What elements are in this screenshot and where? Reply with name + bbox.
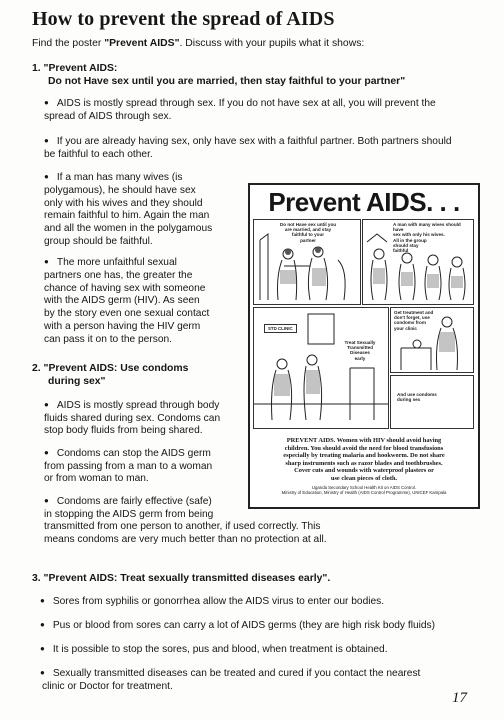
section3-bullet-1	[40, 596, 490, 609]
text-line: Sexually transmitted diseases can be treated and cured if you contact the nearest	[52, 668, 421, 679]
caption-line: A man with many wives should have	[393, 222, 461, 233]
bullet-icon	[44, 448, 57, 459]
caption-line: especially by treating malaria and hookworm. Do not share	[283, 452, 445, 460]
bullet-icon	[40, 596, 53, 607]
credit-line: Uganda Secondary School Health Kit on AIDS Control.	[311, 484, 417, 490]
poster-bottom-caption	[258, 437, 470, 495]
text-line: spread of AIDS through sex.	[44, 110, 172, 122]
caption-line: Cover cuts and wounds with waterproof plasters or	[294, 467, 434, 475]
bullet-icon	[44, 257, 57, 268]
poster-title: Prevent AIDS. . .	[268, 187, 460, 217]
bullet-icon	[44, 172, 57, 183]
caption-line: children. You should avoid the need for blood transfusions	[284, 444, 444, 452]
text-line: be faithful to each other.	[44, 148, 153, 160]
caption-line: don't forget, use	[394, 315, 430, 321]
section2-heading-line1: 2. "Prevent AIDS: Use condoms	[32, 363, 189, 374]
caption-line: Transmitted	[346, 345, 374, 351]
text-line: clinic or Doctor for treatment.	[42, 680, 173, 692]
section3-bullet-4	[40, 668, 490, 693]
section1-paragraph-3	[44, 172, 244, 249]
caption-line: faithful	[393, 248, 409, 254]
treatment-illustration	[391, 308, 473, 372]
text-line: AIDS is mostly spread through body	[56, 400, 220, 411]
section1-heading	[32, 62, 405, 88]
caption-line: partner	[300, 237, 316, 243]
clinic-illustration	[254, 308, 388, 428]
credit-line: Ministry of Education, Ministry of Health (AIDS Control Programme), UNICEF Kampala	[281, 489, 447, 495]
intro-line	[32, 38, 364, 49]
bullet-icon	[44, 98, 57, 109]
bullet-icon	[40, 644, 53, 655]
text-line: Pus or blood from sores can carry a lot of AIDS germs (they are high risk body fluids)	[52, 620, 436, 631]
caption-line: All in the group	[393, 237, 427, 243]
poster-panel-treatment	[390, 307, 474, 373]
text-line: Condoms can stop the AIDS germ	[56, 448, 211, 459]
text-line: means condoms are very much better than no protection at all.	[44, 533, 327, 545]
section1-paragraph-2	[44, 136, 488, 161]
couple-illustration	[254, 220, 360, 304]
text-line: transmitted from one person to another, if used correctly. This	[44, 521, 321, 533]
poster-credit	[258, 485, 470, 495]
caption-line: faithful to your	[291, 232, 325, 238]
text-line: group should be faithful.	[44, 235, 153, 247]
section1-heading-line1: 1. "Prevent AIDS:	[32, 63, 118, 74]
caption-line: should stay	[393, 242, 419, 248]
poster-panel-condoms	[390, 375, 474, 429]
page-number: 17	[452, 690, 467, 706]
text-line: with a person having the HIV germ	[44, 320, 201, 332]
family-illustration	[363, 220, 473, 304]
intro-text-end: . Discuss with your pupils what it shows:	[179, 38, 365, 49]
caption-line: Get treatment and	[394, 310, 434, 315]
text-line: and all the women in the polygamous	[44, 223, 213, 235]
caption-line: Diseases	[350, 350, 370, 356]
text-line: partners one has, the greater the	[44, 269, 193, 281]
text-line: If you are already having sex, only have sex with a faithful partner. Both partners should	[56, 136, 452, 147]
text-line: in stopping the AIDS germ from being	[44, 508, 214, 520]
poster-panel-couple	[253, 219, 361, 305]
caption-line: condoms from	[394, 320, 426, 326]
bullet-icon	[44, 496, 57, 507]
text-line: only with his wives and they should	[44, 197, 203, 209]
section2-paragraph-1	[44, 400, 249, 438]
text-line: remain faithful to him. Again the man	[44, 210, 210, 222]
text-line: from passing from a man to a woman	[44, 460, 213, 472]
page-title: How to prevent the spread of AIDS	[32, 8, 335, 30]
bullet-icon	[44, 136, 57, 147]
caption-line: your clinic	[394, 325, 417, 331]
caption-line: Treat Sexually	[344, 340, 376, 345]
prevent-aids-poster	[248, 183, 480, 509]
text-line: with the AIDS germ (HIV). As seen	[44, 295, 200, 307]
poster-panel-clinic	[253, 307, 389, 429]
section3-bullet-3	[40, 644, 490, 657]
caption-line: And use condoms	[397, 392, 437, 397]
caption-line: Do not Have sex until you	[279, 222, 337, 227]
text-line: Condoms are fairly effective (safe)	[56, 496, 212, 507]
panel5-caption	[397, 392, 467, 402]
section1-paragraph-1	[44, 98, 484, 123]
bullet-icon	[44, 400, 57, 411]
text-line: The more unfaithful sexual	[56, 257, 177, 268]
text-line: fluids shared during sex. Condoms can	[44, 412, 221, 424]
caption-line: PREVENT AIDS. Women with HIV should avoid having	[286, 437, 442, 444]
text-line: stop body fluids from being shared.	[44, 425, 203, 437]
caption-line: early	[354, 355, 366, 361]
text-line: chance of having sex with someone	[44, 282, 206, 294]
caption-line: during sex	[397, 397, 421, 403]
text-line: Sores from syphilis or gonorrhea allow the AIDS virus to enter our bodies.	[52, 596, 385, 607]
text-line: by the story even one sexual contact	[44, 308, 210, 320]
std-clinic-sign: STD CLINIC	[264, 324, 297, 333]
poster-panel-family	[362, 219, 474, 305]
section3-heading: 3. "Prevent AIDS: Treat sexually transmitted diseases early".	[32, 573, 331, 584]
text-line: can pass it on to the person.	[44, 333, 172, 345]
section2-heading-line2: during sex"	[48, 376, 106, 387]
section3-bullet-2	[40, 620, 490, 633]
text-line: It is possible to stop the sores, pus and blood, when treatment is obtained.	[52, 644, 388, 655]
intro-text: Find the poster	[32, 38, 105, 49]
text-line: polygamous), he should have sex	[44, 184, 196, 196]
caption-line: are married, and stay	[284, 227, 332, 233]
section2-paragraph-2	[44, 448, 249, 486]
text-line: If a man has many wives (is	[56, 172, 183, 183]
caption-line: sharp instruments such as razor blades and toothbrushes.	[285, 459, 443, 467]
section1-heading-line2: Do not Have sex until you are married, then stay faithful to your partner"	[48, 76, 406, 87]
section2-heading	[32, 362, 188, 388]
caption-line: use clean pieces of cloth.	[330, 474, 398, 482]
bullet-icon	[40, 668, 53, 679]
caption-line: sex with only his wives.	[393, 232, 445, 238]
section1-paragraph-4	[44, 257, 244, 347]
text-line: AIDS is mostly spread through sex. If you do not have sex at all, you will prevent the	[56, 98, 436, 109]
intro-poster-name: "Prevent AIDS"	[104, 38, 180, 49]
bullet-icon	[40, 620, 53, 631]
text-line: or from woman to man.	[44, 473, 149, 485]
